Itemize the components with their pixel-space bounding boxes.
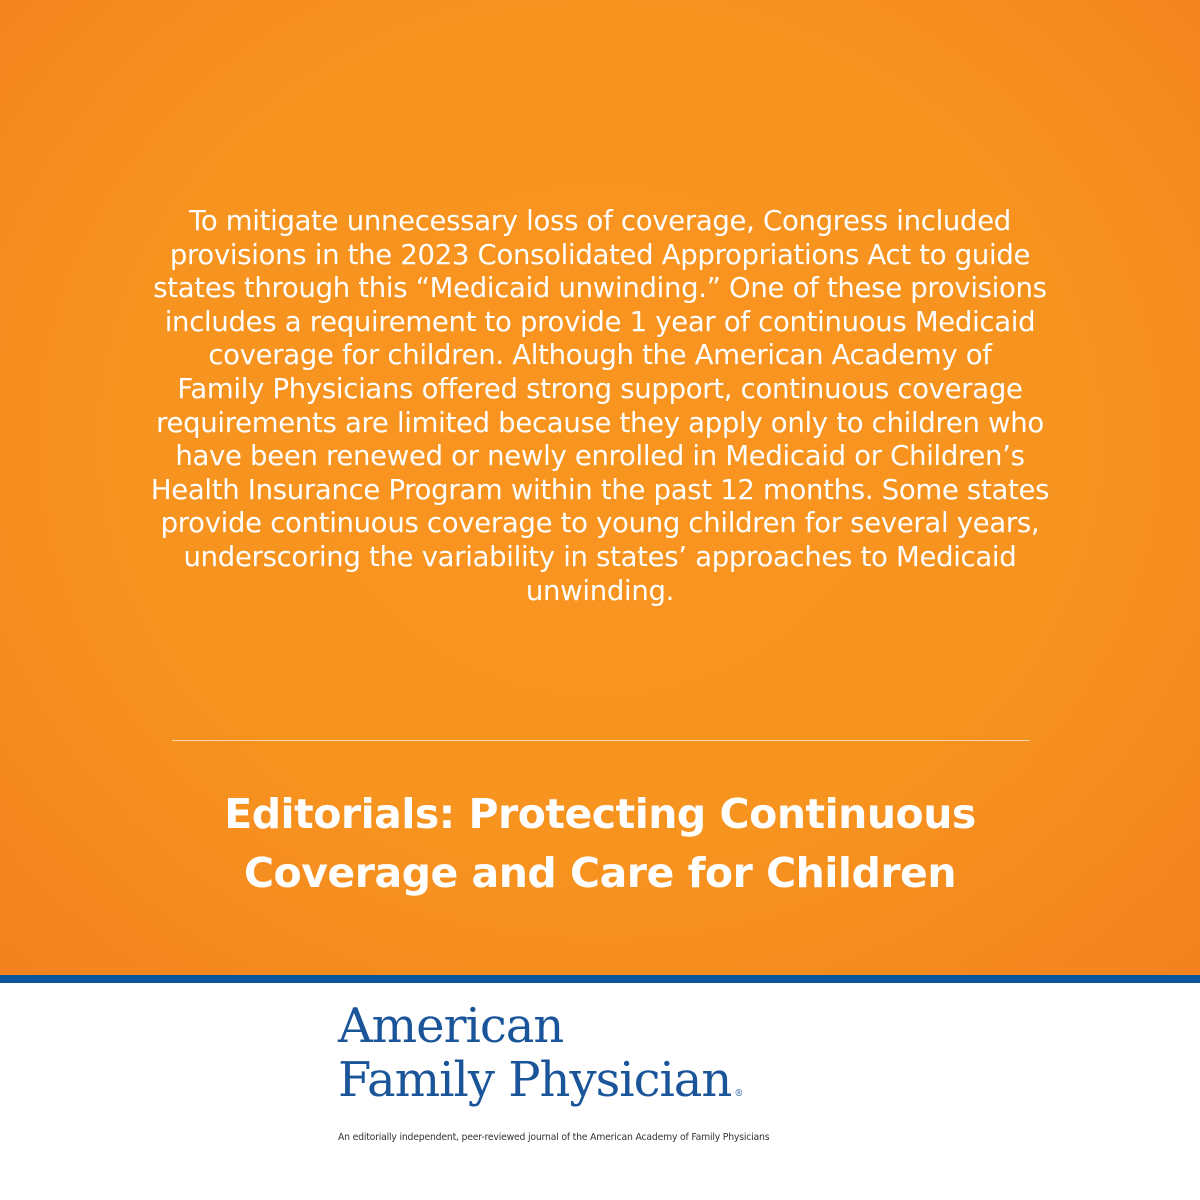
divider [172, 740, 1030, 741]
quote-line: have been renewed or newly enrolled in Medicaid or Children’s [175, 440, 1025, 473]
article-title [0, 785, 1200, 903]
registered-mark-icon: ® [734, 1089, 743, 1099]
quote-line: Health Insurance Program within the past 12 months. Some states [150, 473, 1050, 506]
title-line: Coverage and Care for Children [243, 849, 957, 897]
quote-line: underscoring the variability in states’ approaches to Medicaid [183, 540, 1017, 573]
quote-line: requirements are limited because they apply only to children who [156, 406, 1044, 439]
pull-quote [20, 205, 1180, 608]
quote-line: Family Physicians offered strong support, continuous coverage [177, 372, 1023, 405]
logo-line-family-physician [338, 1052, 742, 1108]
quote-line: unwinding. [525, 574, 675, 607]
quote-line: provisions in the 2023 Consolidated Appropriations Act to guide [169, 238, 1031, 271]
quote-line: coverage for children. Although the American Academy of [208, 339, 992, 372]
quote-line: To mitigate unnecessary loss of coverage, Congress included [189, 205, 1011, 237]
journal-logo [338, 1000, 742, 1108]
blue-accent-bar [0, 975, 1200, 983]
quote-line: states through this “Medicaid unwinding.” One of these provisions [153, 272, 1047, 305]
title-line: Editorials: Protecting Continuous [224, 790, 976, 838]
logo-line-american: American [338, 998, 564, 1054]
journal-tagline: An editorially independent, peer-reviewed journal of the American Academy of Family Physicians [338, 1132, 770, 1143]
quote-line: includes a requirement to provide 1 year of continuous Medicaid [164, 305, 1036, 338]
logo-wordmark: Family Physician [338, 1052, 732, 1108]
quote-line: provide continuous coverage to young children for several years, [160, 507, 1040, 540]
